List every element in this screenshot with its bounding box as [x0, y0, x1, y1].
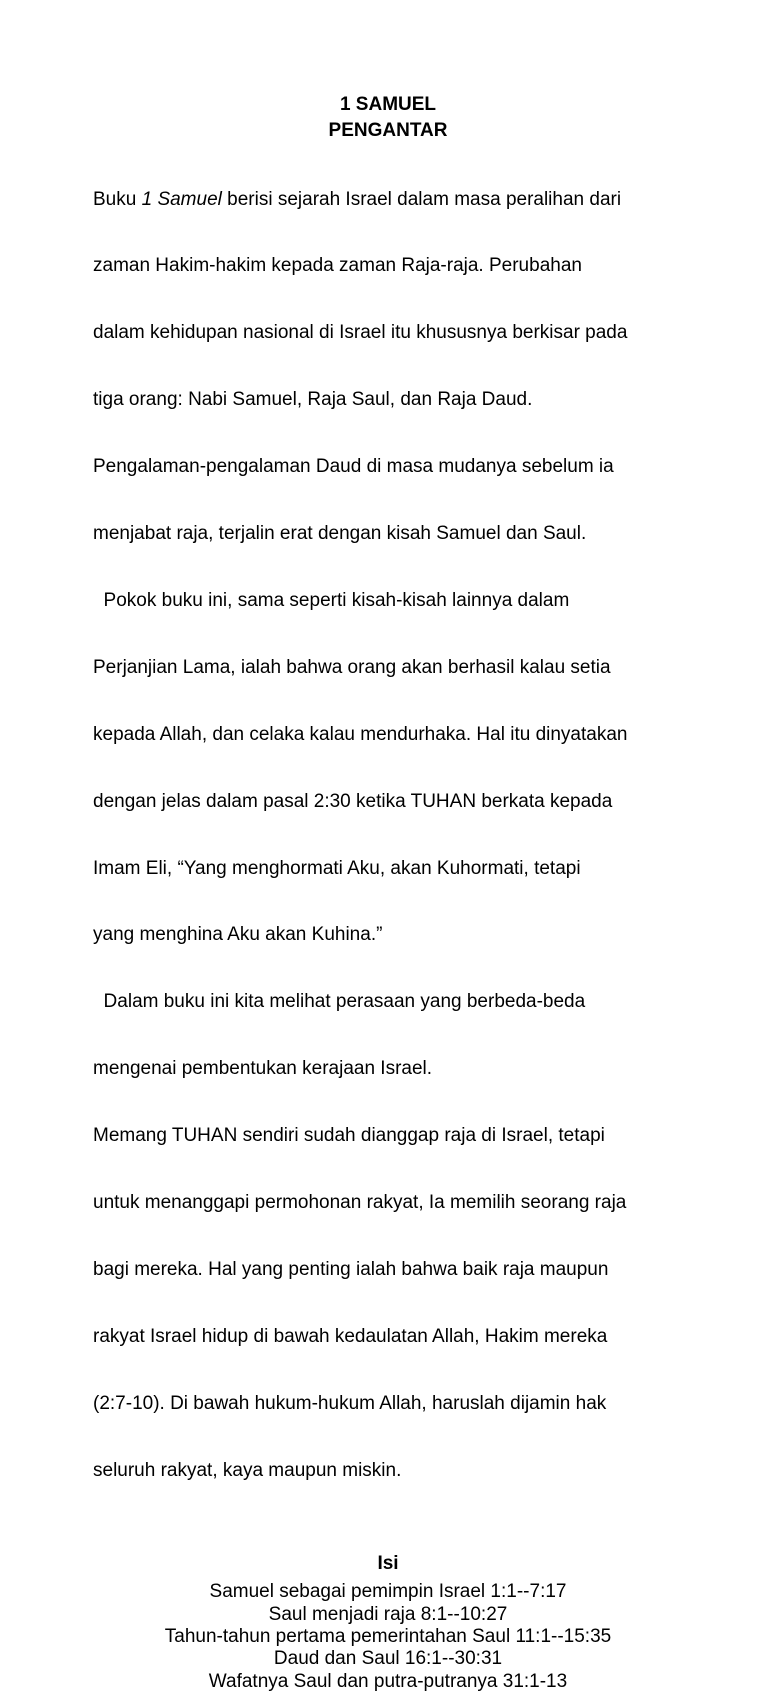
intro-text [93, 144, 683, 1526]
book-title: 1 SAMUEL [339, 94, 437, 115]
intro-line: bagi mereka. Hal yang penting ialah bahwa baik raja maupun [93, 1258, 609, 1280]
intro-line: tiga orang: Nabi Samuel, Raja Saul, dan Raja Daud. [93, 389, 533, 411]
contents-item: Samuel sebagai pemimpin Israel 1:1--7:17 [209, 1581, 567, 1603]
intro-line: rakyat Israel hidup di bawah kedaulatan Allah, Hakim mereka [93, 1325, 608, 1347]
intro-line: zaman Hakim-hakim kepada zaman Raja-raja. Perubahan [93, 255, 582, 277]
intro-line: Pengalaman-pengalaman Daud di masa mudanya sebelum ia [93, 456, 614, 478]
intro-line: dalam kehidupan nasional di Israel itu khususnya berkisar pada [93, 322, 628, 344]
intro-prefix: Buku [93, 188, 142, 210]
contents-heading: Isi [377, 1553, 399, 1575]
intro-line: seluruh rakyat, kaya maupun miskin. [93, 1459, 402, 1481]
contents-item: Saul menjadi raja 8:1--10:27 [268, 1603, 508, 1625]
contents-item: Daud dan Saul 16:1--30:31 [273, 1648, 503, 1670]
intro-line: (2:7-10). Di bawah hukum-hukum Allah, haruslah dijamin hak [93, 1392, 607, 1414]
intro-line: yang menghina Aku akan Kuhina.” [93, 924, 383, 946]
intro-line: menjabat raja, terjalin erat dengan kisah Samuel dan Saul. [93, 523, 587, 545]
document-page [93, 92, 683, 1693]
contents-item: Wafatnya Saul dan putra-putranya 31:1-13 [208, 1670, 568, 1692]
intro-line: Pokok buku ini, sama seperti kisah-kisah lainnya dalam [93, 589, 570, 611]
book-name-italic: 1 Samuel [141, 188, 222, 210]
intro-line: Memang TUHAN sendiri sudah dianggap raja di Israel, tetapi [93, 1125, 605, 1147]
intro-line: Perjanjian Lama, ialah bahwa orang akan berhasil kalau setia [93, 656, 611, 678]
intro-line: dengan jelas dalam pasal 2:30 ketika TUHAN berkata kepada [93, 790, 613, 812]
contents-list [93, 1581, 683, 1692]
section-heading-pengantar: PENGANTAR [328, 120, 448, 141]
intro-line: kepada Allah, dan celaka kalau mendurhaka. Hal itu dinyatakan [93, 723, 628, 745]
contents-item: Tahun-tahun pertama pemerintahan Saul 11:1--15:35 [164, 1626, 612, 1647]
intro-line: untuk menanggapi permohonan rakyat, Ia memilih seorang raja [93, 1191, 627, 1213]
intro-line: Imam Eli, “Yang menghormati Aku, akan Kuhormati, tetapi [93, 857, 581, 879]
intro-first-line-rest: berisi sejarah Israel dalam masa peralihan dari [221, 188, 622, 210]
intro-line: Dalam buku ini kita melihat perasaan yang berbeda-beda [93, 991, 586, 1013]
intro-first-line [93, 189, 683, 211]
intro-line: mengenai pembentukan kerajaan Israel. [93, 1058, 433, 1080]
